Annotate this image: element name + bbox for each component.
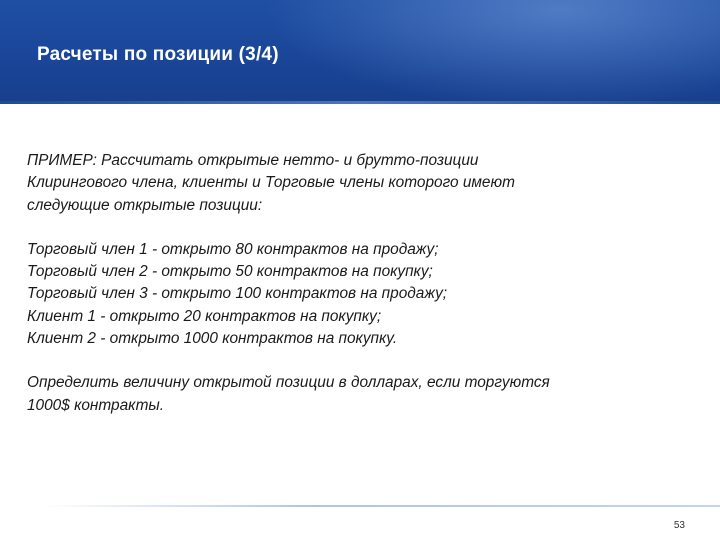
positions-list — [27, 239, 697, 350]
task-line-2: 1000$ контракты. — [27, 396, 164, 414]
footer-divider — [40, 505, 720, 507]
position-item-trader-3: Торговый член 3 - открыто 100 контрактов на продажу; — [27, 285, 448, 303]
slide-number: 53 — [673, 520, 685, 531]
position-item-client-2: Клиент 2 - открыто 1000 контрактов на покупку. — [27, 330, 398, 348]
task-paragraph — [27, 372, 697, 417]
position-item-client-1: Клиент 1 - открыто 20 контрактов на покупку; — [27, 307, 382, 325]
position-item-trader-2: Торговый член 2 - открыто 50 контрактов на покупку; — [27, 263, 433, 281]
position-item-trader-1: Торговый член 1 - открыто 80 контрактов на продажу; — [27, 240, 439, 258]
task-line-1: Определить величину открытой позиции в долларах, если торгуются — [27, 374, 550, 392]
example-line-3: следующие открытые позиции: — [27, 196, 263, 214]
slide-body — [27, 150, 697, 439]
example-line-2: Клирингового члена, клиенты и Торговые члены которого имеют — [27, 174, 515, 192]
slide-header — [0, 0, 720, 104]
slide-title: Расчеты по позиции (3/4) — [37, 44, 279, 65]
example-paragraph — [27, 150, 697, 217]
example-line-1: ПРИМЕР: Рассчитать открытые нетто- и брутто-позиции — [27, 152, 479, 169]
header-shine — [0, 101, 720, 104]
